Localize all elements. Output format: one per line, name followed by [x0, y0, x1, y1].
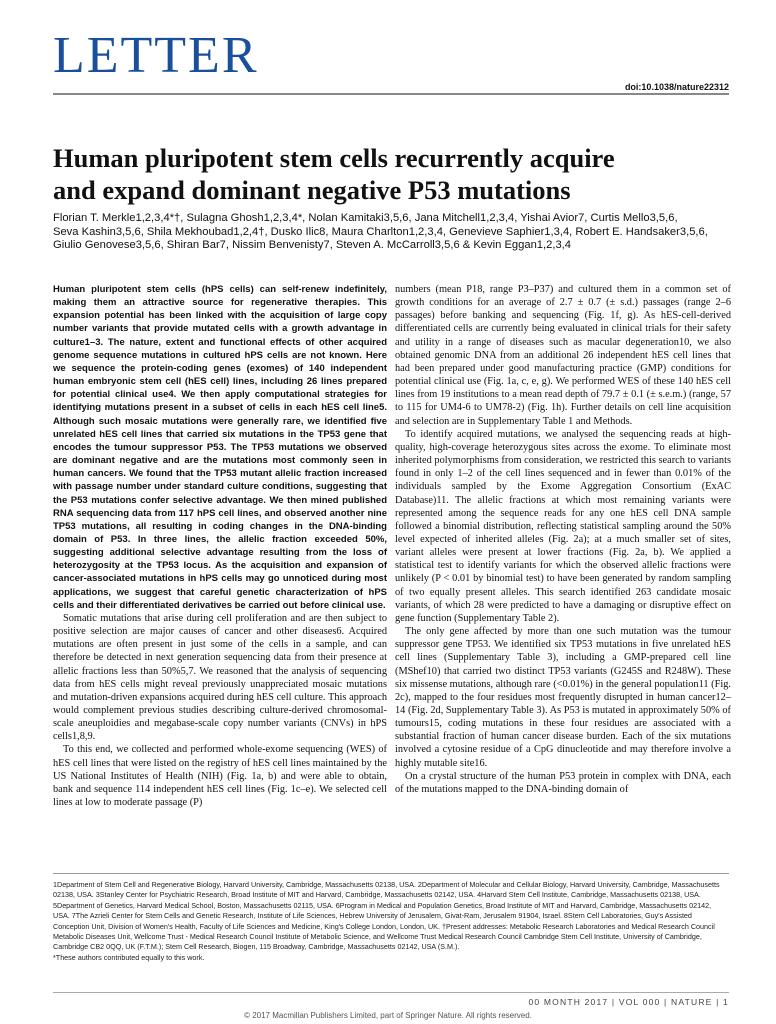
- body-paragraph: On a crystal structure of the human P53 protein in complex with DNA, each of the mutations mapped to the DNA-binding domain of: [395, 770, 731, 795]
- doi-label[interactable]: doi:10.1038/nature22312: [624, 82, 729, 92]
- abstract: Human pluripotent stem cells (hPS cells) can self-renew indefinitely, making them an attractive source for regenerative therapies. This expansion potential has been linked with the acquisition of large copy number variants that provide mutated cells with a growth advantage in culture1–3. The nature, extent and functional effects of other acquired genome sequence mutations in cultured hPS cells are not known. Here we sequence the protein-coding genes (exomes) of 140 independent human embryonic stem cell (hES cell) lines, including 26 lines prepared for potential clinical use4. We then apply computational strategies for identifying mutations present in a subset of cells in each hES cell line5. Although such mosaic mutations were generally rare, we identified five unrelated hES cell lines that carried six mutations in the TP53 gene that encodes the tumour suppressor P53. The TP53 mutations we observed are dominant negative and are the mutations most commonly seen in human cancers. We found that the TP53 mutant allelic fraction increased with passage number under standard culture conditions, suggesting that the P53 mutations confer selective advantage. We then mined published RNA sequencing data from 117 hPS cell lines, and observed another nine TP53 mutations, all resulting in coding changes in the DNA-binding domain of P53. In three lines, the allelic fraction exceeded 50%, suggesting additional selective advantage resulting from the loss of heterozygosity at the TP53 locus. As the acquisition and expansion of cancer-associated mutations in hPS cells may go unnoticed during most applications, we suggest that careful genetic characterization of hPS cells and their differentiated derivatives be carried out before clinical use.: [53, 284, 387, 611]
- body-column-left: [53, 283, 387, 809]
- copyright-notice: © 2017 Macmillan Publishers Limited, part of Springer Nature. All rights reserved.: [244, 1011, 532, 1020]
- equal-contribution-note: *These authors contributed equally to this work.: [53, 952, 205, 962]
- header-rule: [53, 93, 729, 95]
- title-line-2: and expand dominant negative P53 mutations: [53, 175, 571, 205]
- authors-line-3: Giulio Genovese3,5,6, Shiran Bar7, Nissim Benvenisty7, Steven A. McCarroll3,5,6 & Kevin Eggan1,2,3,4: [53, 239, 572, 251]
- author-list: [53, 212, 743, 253]
- article-title: [53, 142, 743, 206]
- footer-rule: [53, 992, 729, 993]
- body-paragraph: Somatic mutations that arise during cell proliferation and are then subject to positive selection are major causes of cancer and other diseases6. Acquired mutations are often present in just some of the cells in a sample, and can therefore be detected in next generation sequencing data from their presence at allelic fractions less than 50%5,7. We reasoned that the analysis of sequencing data from hES cells might reveal previously unappreciated mosaic mutations and mutation-driven expansions acquired during hES cell culture. This approach would complement previous studies describing culture-derived chromosomal-scale aneuploidies and megabase-scale copy number variants (CNVs) in hPS cells1,8,9.: [53, 612, 387, 743]
- body-paragraph: The only gene affected by more than one such mutation was the tumour suppressor gene TP53. We identified six TP53 mutations in five unrelated hES cell lines (Supplementary Table 3), including a GMP-prepared cell line (MShef10) that carried two distinct TP53 variants (G245S and R248W). These six missense mutations, although rare (<0.01%) in the general population11 (Fig. 2c), mapped to the four residues most frequently disrupted in human cancer12–14 (Fig. 2d, Supplementary Table 3). As P53 is mutated in approximately 50% of tumours15, coding mutations in these four residues are associated with a substantial fraction of human cancer disease burden. Each of the six mutations involved a cytosine residue of a CpG dinucleotide and may therefore involve a highly mutable site16.: [395, 626, 731, 769]
- affiliations: 1Department of Stem Cell and Regenerative Biology, Harvard University, Cambridge, Massachusetts 02138, USA. 2Department of Molecular and Cellular Biology, Harvard University, Cambridge, Massachusetts 02138, USA. 3Stanley Center for Psychiatric Research, Broad Institute of MIT and Harvard, Cambridge, Massachusetts 02142, USA. 4Harvard Stem Cell Institute, Cambridge, Massachusetts 02138, USA. 5Department of Genetics, Harvard Medical School, Boston, Massachusetts 02115, USA. 6Program in Medical and Population Genetics, Broad Institute of MIT and Harvard, Cambridge, Massachusetts 02142, USA. 7The Azrieli Center for Stem Cells and Genetic Research, Institute of Life Sciences, Hebrew University of Jerusalem, Givat-Ram, Jerusalem 91904, Israel. 8Stem Cell Laboratories, Guy's Assisted Conception Unit, Division of Women's Health, Faculty of Life Sciences and Medicine, King's College London, London, UK. †Present addresses: Metabolic Research Laboratories and Medical Research Council Metabolic Diseases Unit, Wellcome Trust - Medical Research Council Institute of Metabolic Science, and Wellcome Trust Medical Research Council Cambridge Stem Cell Institute, University of Cambridge, Cambridge CB2 0QQ, UK (F.T.M.); Stem Cell Research, Biogen, 115 Broadway, Cambridge, Massachusetts 02142, USA (S.M.).: [53, 880, 720, 952]
- authors-line-2: Seva Kashin3,5,6, Shila Mekhoubad1,2,4†, Dusko Ilic8, Maura Charlton1,2,3,4, Genevieve Saphier1,3,4, Robert E. Handsaker3,5,6,: [53, 225, 708, 238]
- footnotes: [53, 880, 729, 963]
- title-line-1: Human pluripotent stem cells recurrently acquire: [53, 143, 615, 173]
- footnote-rule: [53, 873, 729, 874]
- authors-line-1: Florian T. Merkle1,2,3,4*†, Sulagna Ghosh1,2,3,4*, Nolan Kamitaki3,5,6, Jana Mitchell1,2,3,4, Yishai Avior7, Curtis Mello3,5,6,: [53, 212, 678, 224]
- body-paragraph: To identify acquired mutations, we analysed the sequencing reads at high-quality, high-coverage heterozygous sites across the exome. To eliminate most inherited polymorphisms from consideration, we restricted this search to variants found in only 1–2 of the cell lines sequenced and in fewer than 0.01% of the individuals sampled by the Exome Aggregation Consortium (ExAC Database)11. The allelic fractions at which most remaining variants were represented among the sequence reads for any one hES cell DNA sample followed a binomial distribution, reflecting statistical sampling around the 50% level expected of inherited alleles (Fig. 2a); at a much smaller set of sites, variant alleles were present at lower fractions (Fig. 2a, b). We applied a statistical test to identify variants for which the observed allelic fractions were unlikely (P < 0.01 by binomial test) to have been generated by random sampling of two equally present alleles. This search identified 263 candidate mosaic variants, of which 28 were predicted to have a damaging or disruptive effect on gene function (Supplementary Table 2).: [395, 428, 731, 624]
- body-paragraph: numbers (mean P18, range P3–P37) and cultured them in a common set of growth conditions for an average of 2.7 ± 0.7 (± s.d.) passages (range 2–6 passages) before banking and sequencing (Fig. 1f, g). As hES-cell-derived differentiated cells are currently being evaluated in clinical trials for their safety and utility in a range of diseases such as macular degeneration10, we also obtained genomic DNA from an additional 26 independent hES cell lines that had been prepared under good manufacturing practice (GMP) conditions for potential clinical use (Fig. 1a, c, e, g). We performed WES of these 140 hES cell lines from 19 institutions to a mean read depth of 79.7 ± 0.1 (± s.e.m.) (range, 57 to 115 for UM4-6 to UM78-2) (Fig. 1h). Further details on cell line acquisition and selection are in Supplementary Table 1 and Methods.: [395, 284, 731, 427]
- section-heading: LETTER: [53, 27, 259, 84]
- page-folio: 00 MONTH 2017 | VOL 000 | NATURE | 1: [528, 997, 729, 1007]
- body-column-right: [395, 283, 731, 796]
- body-paragraph: To this end, we collected and performed whole-exome sequencing (WES) of hES cell lines that were listed on the registry of hES cell lines maintained by the US National Institutes of Health (NIH) (Fig. 1a, b) and were able to obtain, bank and sequence 114 independent hES cell lines (Fig. 1c–e). We selected cell lines at low to moderate passage (P): [53, 744, 387, 809]
